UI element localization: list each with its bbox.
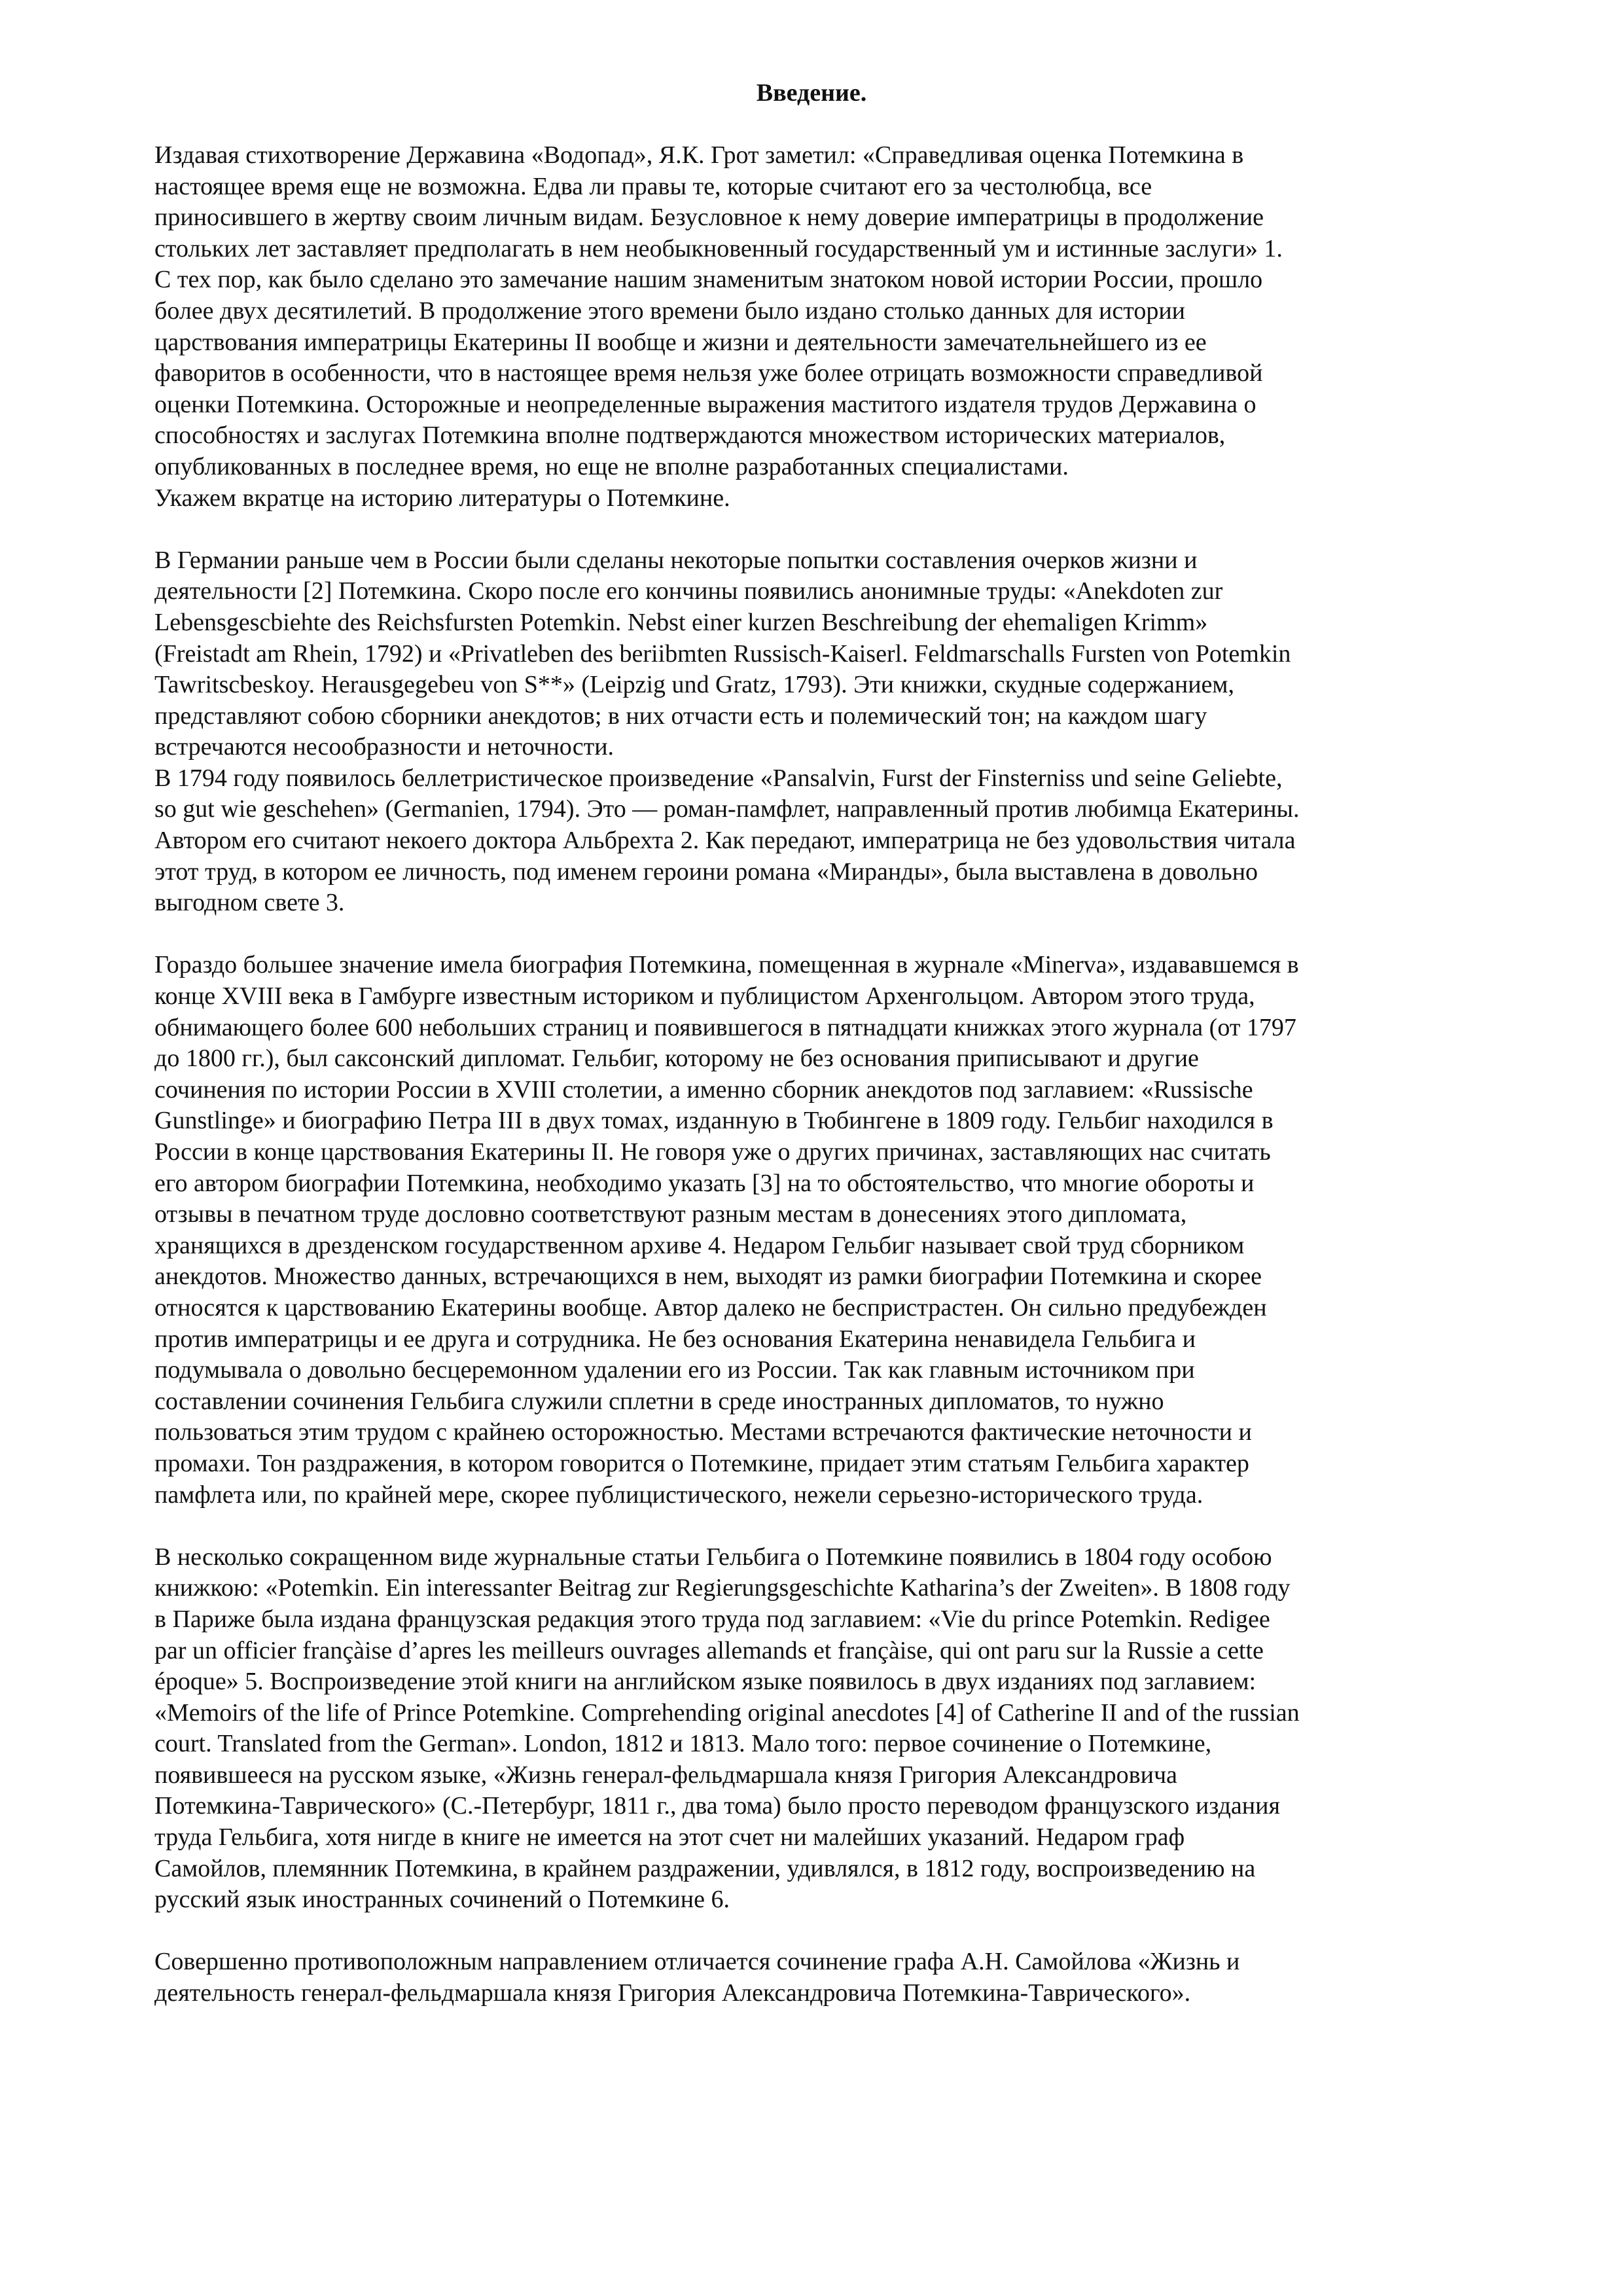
paragraph-germany: В Германии раньше чем в России были сделаны некоторые попытки составления очерков жизни и деятельности [2] Потемкина. Скоро после его кончины появились анонимные труды: «Anekdoten zur Lebensgescbiehte des Reichsfursten Potemkin. Nebst einer kurzen Beschreibung der ehemaligen Krimm» (Freistadt am Rhein, 1792) и «Privatleben des beriibmten Russisch-Kaiserl. Feldmarschalls Fursten von Potemkin Tawritscbeskoy. Herausgegebeu von S**» (Leipzig und Gratz, 1793). Эти книжки, скудные содержанием, представляют собою сборники анекдотов; в них отчасти есть и полемический тон; на каждом шагу встречаются несообразности и неточности. В 1794 году появилось беллетристическое произведение «Pansalvin, Furst der Finsterniss und seine Geliebte, so gut wie geschehen» (Germanien, 1794). Это — роман-памфлет, направленный против любимца Екатерины. Автором его считают некоего доктора Альбрехта 2. Как передают, императрица не без удовольствия читала этот труд, в котором ее личность, под именем героини романа «Миранды», была выставлена в довольно выгодном свете 3. bbox=[154, 546, 1300, 917]
paragraph-gap bbox=[154, 1916, 1558, 1947]
paragraph-gap bbox=[154, 514, 1558, 545]
paragraph-minerva: Гораздо большее значение имела биография Потемкина, помещенная в журнале «Minerva», издававшемся в конце XVIII века в Гамбурге известным историком и публицистом Архенгольцом. Автором этого труда, обнимающего более 600 небольших страниц и появившегося в пятнадцати книжках этого журнала (от 1797 до 1800 гг.), был саксонский дипломат. Гельбиг, которому не без основания приписывают и другие сочинения по истории России в XVIII столетии, а именно сборник анекдотов под заглавием: «Russische Gunstlinge» и биографию Петра III в двух томах, изданную в Тюбингене в 1809 году. Гельбиг находился в России в конце царствования Екатерины II. Не говоря уже о других причинах, заставляющих нас считать его автором биографии Потемкина, необходимо указать [3] на то обстоятельство, что многие обороты и отзывы в печатном труде дословно соответствуют разным местам в донесениях этого дипломата, хранящихся в дрезденском государственном архиве 4. Недаром Гельбиг называет свой труд сборником анекдотов. Множество данных, встречающихся в нем, выходят из рамки биографии Потемкина и скорее относятся к царствованию Екатерины вообще. Автор далеко не беспристрастен. Он сильно предубежден против императрицы и ее друга и сотрудника. Не без основания Екатерина ненавидела Гельбига и подумывала о довольно бесцеремонном удалении его из России. Так как главным источником при составлении сочинения Гельбига служили сплетни в среде иностранных дипломатов, то нужно пользоваться этим трудом с крайнею осторожностью. Местами встречаются фактические неточности и промахи. Тон раздражения, в котором говорится о Потемкине, придает этим статьям Гельбига характер памфлета или, по крайней мере, скорее публицистического, нежели серьезно-исторического труда. bbox=[154, 951, 1299, 1509]
paragraph-intro: Издавая стихотворение Державина «Водопад», Я.К. Грот заметил: «Справедливая оценка Потемкина в настоящее время еще не возможна. Едва ли правы те, которые считают его за честолюбца, все приносившего в жертву своим личным видам. Безусловное к нему доверие императрицы в продолжение стольких лет заставляет предполагать в нем необыкновенный государственный ум и истинные заслуги» 1. С тех пор, как было сделано это замечание нашим знаменитым знатоком новой истории России, прошло более двух десятилетий. В продолжение этого времени было издано столько данных для истории царствования императрицы Екатерины II вообще и жизни и деятельности замечательнейшего из ее фаворитов в особенности, что в настоящее время нельзя уже более отрицать возможности справедливой оценки Потемкина. Осторожные и неопределенные выражения маститого издателя трудов Державина о способностях и заслугах Потемкина вполне подтверждаются множеством исторических материалов, опубликованных в последнее время, но еще не вполне разработанных специалистами. Укажем вкратце на историю литературы о Потемкине. bbox=[154, 141, 1283, 512]
paragraph-editions: В несколько сокращенном виде журнальные статьи Гельбига о Потемкине появились в 1804 году особою книжкою: «Potemkin. Ein interessanter Beitrag zur Regierungsgeschichte Katharina’s der Zweiten». В 1808 году в Париже была издана французская редакция этого труда под заглавием: «Vie du prince Potemkin. Redigee par un officier françàise d’apres les meilleurs ouvrages allemands et françàise, qui ont paru sur la Russie a cette époque» 5. Воспроизведение этой книги на английском языке появилось в двух изданиях под заглавием: «Memoirs of the life of Prince Potemkine. Comprehending original anecdotes [4] of Catherine II and of the russian court. Translated from the German». London, 1812 и 1813. Мало того: первое сочинение о Потемкине, появившееся на русском языке, «Жизнь генерал-фельдмаршала князя Григория Александровича Потемкина-Таврического» (С.-Петербург, 1811 г., два тома) было просто переводом французского издания труда Гельбига, хотя нигде в книге не имеется на этот счет ни малейших указаний. Недаром граф Самойлов, племянник Потемкина, в крайнем раздражении, удивлялся, в 1812 году, воспроизведению на русский язык иностранных сочинений о Потемкине 6. bbox=[154, 1543, 1300, 1914]
paragraph-gap bbox=[154, 1511, 1558, 1542]
page-title: Введение. bbox=[756, 79, 867, 107]
paragraph-samoilov: Совершенно противоположным направлением отличается сочинение графа А.Н. Самойлова «Жизнь и деятельность генерал-фельдмаршала князя Григория Александровича Потемкина-Таврического». bbox=[154, 1948, 1240, 2007]
paragraph-gap bbox=[154, 919, 1558, 950]
